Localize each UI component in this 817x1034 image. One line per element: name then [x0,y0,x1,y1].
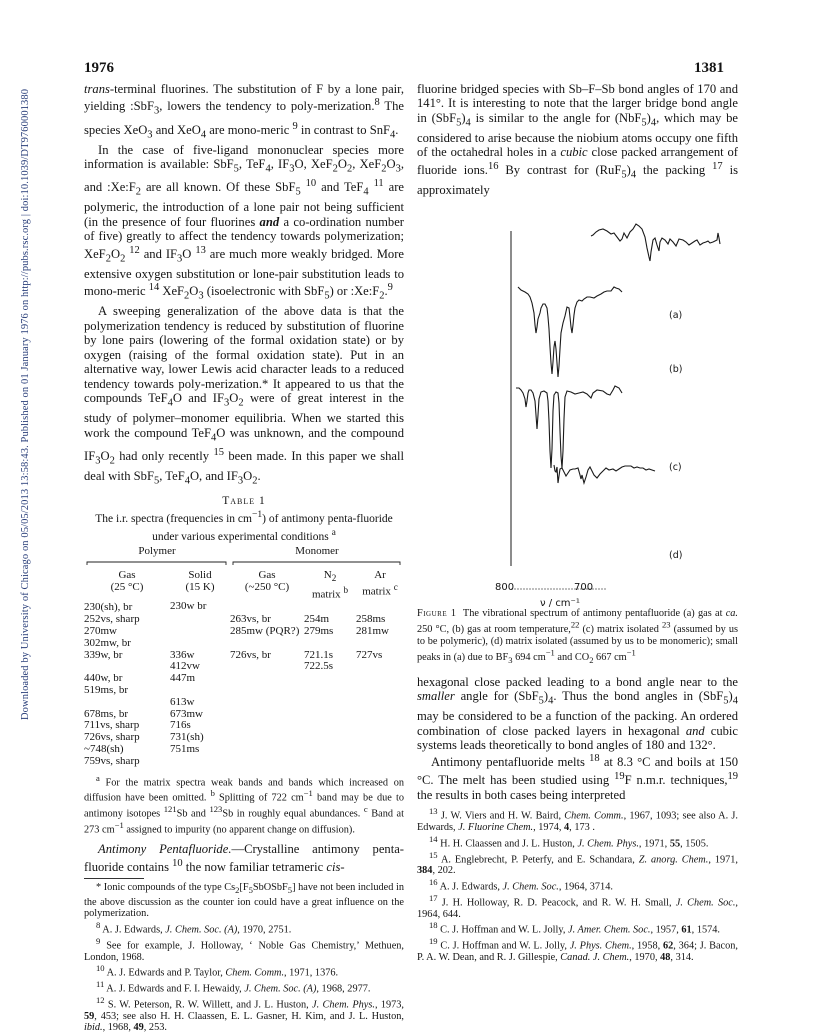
table-row [84,732,404,744]
right-paragraph-1: fluorine bridged species with Sb–F–Sb bond angles of 170 and 141°. It is interesting to note that the larger bridge bond angle in $(SbF_5)_4$ is similar to the angle for $(NbF_5)_4$, which may be considered to arise because the niobium atoms occupy one fifth of the octahedral holes in a cubic close packed arrangement of fluoride ions.$^{16}$ By contrast for $(RuF_5)_4$ the packing $^{17}$ is approximately [417,82,738,197]
table-caption: The i.r. spectra (frequencies in $cm^{-1}$) of antimony penta-fluoride under various experimental conditions $^a$ [95,508,393,543]
table-cell [230,673,304,685]
table-cell: 252vs, sharp [84,613,140,626]
left-paragraph-2: In the case of five-ligand mononuclear species more information is available: SbF$_5$, TeF$_4$, $IF_3O$, $XeF_2O_2$, $XeF_2O_3$, and $:Xe:F_2$ are all known. Of these SbF$_5$ $^{10}$ and TeF$_4$ $^{11}$ are polymeric, the introduction of a lone pair not being sufficient (in the presence of four fluorines and a co-ordination number of five) greatly to affect the tendency towards polymerization; $XeF_2O_2$ $^{12}$ and $IF_3O$ $^{13}$ are much more weakly bridged. More extensive oxygen substitution or lone-pair substitution leads to mono-meric $^{14}$ $XeF_2O_3$ (isoelectronic with SbF$_5$) or $:Xe:F_2.^9$ [84,142,404,303]
table-cell [230,638,304,650]
x-tick-label: 700 [574,582,594,594]
reference-item: $^8$ A. J. Edwards, J. Chem. Soc. (A), 1970, 2751. [96,919,292,936]
polymer-brace [86,560,228,566]
table-cell [230,720,304,732]
footnote-rule [84,878,144,879]
figure-1-spectra [417,201,738,610]
table-cell: 716s [170,719,191,732]
table-cell: 447m [170,672,196,685]
x-axis-label: ν / cm⁻¹ [540,598,580,610]
reference-item: $^{14}$ H. H. Claassen and J. L. Huston, J. Chem. Phys., 1971, 55, 1505. [429,833,709,850]
table-row [84,650,404,662]
table-cell [304,756,356,768]
table-cell [304,732,356,744]
table-header-cell: Gas (~250 °C) [244,568,290,593]
spectrum-trace-b [518,287,622,377]
table-label: Table 1 [222,494,266,507]
reference-item: $^{17}$ J. H. Holloway, R. D. Peacock, and R. W. H. Small, J. Chem. Soc., 1964, 644. [417,892,738,920]
figure-caption [417,608,738,666]
left-column [84,82,404,1034]
trace-label-d: (d) [669,550,683,562]
figure-caption-text: The vibrational spectrum of antimony pentafluoride (a) gas at ca. 250 °C, (b) gas at room temperature,$^{22}$ (c) matrix isolated $^{23}$ (assumed by us to be polymeric), (d) matrix isolated (assumed by us to be monomeric); small peaks in (a) due to $BF_3$ 694 $cm^{-1}$ and $CO_2$ 667 $cm^{-1}$ [417,608,739,666]
spectrum-trace-a [591,224,720,261]
table-cell: 673mw [170,707,203,720]
table-cell: 726vs, br [230,648,271,661]
table-row [84,673,404,685]
right-references [417,806,738,963]
left-paragraph-1: trans-terminal fluorines. The substitution of F by a lone pair, yielding :SbF$_3$, lowers the tendency to poly-merization.$^8$ The species XeO$_3$ and XeO$_4$ are mono-meric $^9$ in contrast to SnF$_4$. [84,82,404,141]
table-cell: 726vs, sharp [84,731,140,744]
x-tick-label: 800 [495,582,515,594]
table-cell [356,744,404,756]
section-heading: Antimony Pentafluoride. [98,842,232,857]
table-cell [230,732,304,744]
table-cell: ~748(sh) [84,742,124,755]
spectra-plot [417,201,738,606]
table-cell: 254m [304,613,330,626]
table-cell [356,638,404,650]
reference-item: $^9$ See for example, J. Holloway, ‘ Noble Gas Chemistry,’ Methuen, London, 1968. [84,935,404,963]
table-cell: 339w, br [84,648,123,661]
table-cell [304,720,356,732]
table-cell [304,673,356,685]
table-cell: 302mw, br [84,636,131,649]
table-cell [356,709,404,721]
table-cell [230,685,304,697]
table-cell [304,709,356,721]
table-cell [356,720,404,732]
table-group-monomer: Monomer [295,545,339,558]
table-cell: 285mw (PQR?) [230,624,300,637]
table-cell: 759vs, sharp [84,754,140,767]
download-watermark [20,88,31,720]
figure-label: Figure 1 [417,608,457,620]
table-row [84,756,404,768]
table-cell: 678ms, br [84,707,128,720]
table-header-cell: Ar matrix $^c$ [362,568,398,598]
table-cell [230,709,304,721]
table-cell [356,697,404,709]
left-paragraph-3: A sweeping generalization of the above data is that the polymerization tendency is reduced by substitution of fluorine by lone pairs (lowering of the formal oxidation state) or by oxygen (raising of the formal oxidation state). Put in an alternative way, lower Lewis acid character leads to a reduced tendency towards poly-merization.* It appeared to us that the compounds TeF$_4$O and $IF_3O_2$ were of great interest in the study of polymer–monomer equilibria. When we started this work the compound TeF$_4$O was unknown, and the compound $IF_3O_2$ had only recently $^{15}$ been made. In this paper we shall deal with SbF$_5$, TeF$_4$O, and $IF_3O_2$. [84,304,404,487]
reference-item: $^{10}$ A. J. Edwards and P. Taylor, Chem. Comm., 1971, 1376. [96,963,339,979]
right-paragraph-3: Antimony pentafluoride melts $^{18}$ at 8.3 °C and boils at 150 °C. The melt has been studied using $^{19}$F n.m.r. techniques,$^{19}$ the results in both cases being interpreted [417,753,739,802]
page-number-left: 1976 [84,60,114,76]
reference-item: $^{18}$ C. J. Hoffman and W. L. Jolly, J. Amer. Chem. Soc., 1957, 61, 1574. [429,920,720,936]
table-cell [230,744,304,756]
footnote-star: * Ionic compounds of the type $Cs_2[F_5SbOSbF_5]$ have not been included in the above discussion as the counter ion could have a great influence on the polymerization. [84,882,404,920]
reference-item: $^{15}$ A. Englebrecht, P. Peterfy, and E. Schandara, Z. anorg. Chem., 1971, 384, 202. [417,849,738,877]
table-cell [84,697,170,709]
table-cell: 281mw [356,624,389,637]
table-row [84,697,404,709]
table-cell: 279ms [304,624,334,637]
reference-item: $^{16}$ A. J. Edwards, J. Chem. Soc., 1964, 3714. [429,876,613,893]
table-cell: 230(sh), br [84,601,133,614]
table-cell [356,732,404,744]
table-row [84,626,404,638]
spectrum-trace-c [516,386,622,468]
table-cell: 727vs [356,648,383,661]
table-cell: 519ms, br [84,683,128,696]
reference-item: $^{13}$ J. W. Viers and H. W. Baird, Chem. Comm., 1967, 1093; see also A. J. Edwards, J. Fluorine Chem., 1974, 4, 173 . [417,806,738,834]
table-group-polymer: Polymer [138,545,176,558]
left-references [84,920,404,1034]
table-cell [170,756,230,768]
table-cell: 711vs, sharp [84,719,140,732]
table-cell: 263vs, br [230,613,271,626]
table-cell: 336w [170,648,195,661]
table-header-cell: Solid (15 K) [185,568,215,593]
table-header-cell: $N_2$ matrix $^b$ [311,568,349,601]
table-cell: 721.1s [304,648,334,661]
table-cell [304,697,356,709]
table-header-cell: Gas (25 °C) [110,568,144,593]
table-cell: 270mw [84,624,117,637]
table-footnotes: $^a$ For the matrix spectra weak bands and bands which increased on diffusion have been omitted. $^b$ Splitting of 722 $cm^{-1}$ band may be due to antimony isotopes $^{121}$Sb and $^{123}$Sb in roughly equal abundances. $^c$ Band at 273 $cm^{-1}$ assigned to impurity (no apparent change on diffusion). [84,772,404,836]
table-cell [170,638,230,650]
table-cell [304,638,356,650]
trace-label-c: (c) [669,462,682,474]
reference-item: $^{12}$ S. W. Peterson, R. W. Willett, and J. L. Huston, J. Chem. Phys., 1973, 59, 453; see also H. H. Claassen, E. L. Gasner, H. Kim, and J. L. Huston, ibid., 1968, 49, 253. [84,995,404,1034]
table-cell [230,756,304,768]
table-cell: 230w br [170,600,207,613]
table-cell [356,685,404,697]
table-cell: 751ms [170,742,200,755]
table-cell: 440w, br [84,672,123,685]
table-cell: 412vw [170,660,200,673]
monomer-brace [232,560,402,566]
download-watermark-text: Downloaded by University of Chicago on 05/05/2013 13:58:43. Published on 01 January 1976 on http://pubs.rsc.org | doi:10.1039/DT9760001380 [20,88,31,720]
table-cell [304,685,356,697]
table-cell [356,756,404,768]
reference-item: $^{11}$ A. J. Edwards and F. I. Hewaidy, J. Chem. Soc. (A), 1968, 2977. [96,979,371,995]
table-cell [356,673,404,685]
table-cell [304,744,356,756]
reference-item: $^{19}$ C. J. Hoffman and W. L. Jolly, J. Phys. Chem., 1958, 62, 364; J. Bacon, P. A. W. Dean, and R. J. Gillespie, Canad. J. Chem., 1970, 48, 314. [417,936,738,964]
table-cell: 722.5s [304,660,334,673]
table-cell: 731(sh) [170,731,204,744]
right-column [417,82,738,964]
right-paragraph-2: hexagonal close packed leading to a bond angle near to the smaller angle for $(SbF_5)_4$. Thus the bond angles in $(SbF_5)_4$ may be considered to be a function of the packing. An ordered combination of close packed layers in hexagonal and cubic systems leads theoretically to bond angles of 180 and 132°. [417,674,739,752]
table-cell [170,685,230,697]
left-paragraph-4: Antimony Pentafluoride.—Crystalline antimony penta-fluoride contains $^{10}$ the now familiar tetrameric cis- [84,842,404,874]
table-cell [230,697,304,709]
table-cell [170,626,230,638]
trace-label-a: (a) [669,310,683,322]
spectrum-trace-d [554,465,655,483]
table-cell: 258ms [356,613,386,626]
trace-label-b: (b) [669,364,683,376]
table-cell: 613w [170,695,195,708]
table-cell [356,661,404,673]
page-number-right: 1381 [694,60,724,76]
table-cell [170,614,230,626]
table-row [84,685,404,697]
table-row [84,638,404,650]
table-row [84,744,404,756]
table-cell [230,661,304,673]
table-header-row [84,570,404,601]
table-row [84,661,404,673]
ir-spectra-table [84,545,404,767]
